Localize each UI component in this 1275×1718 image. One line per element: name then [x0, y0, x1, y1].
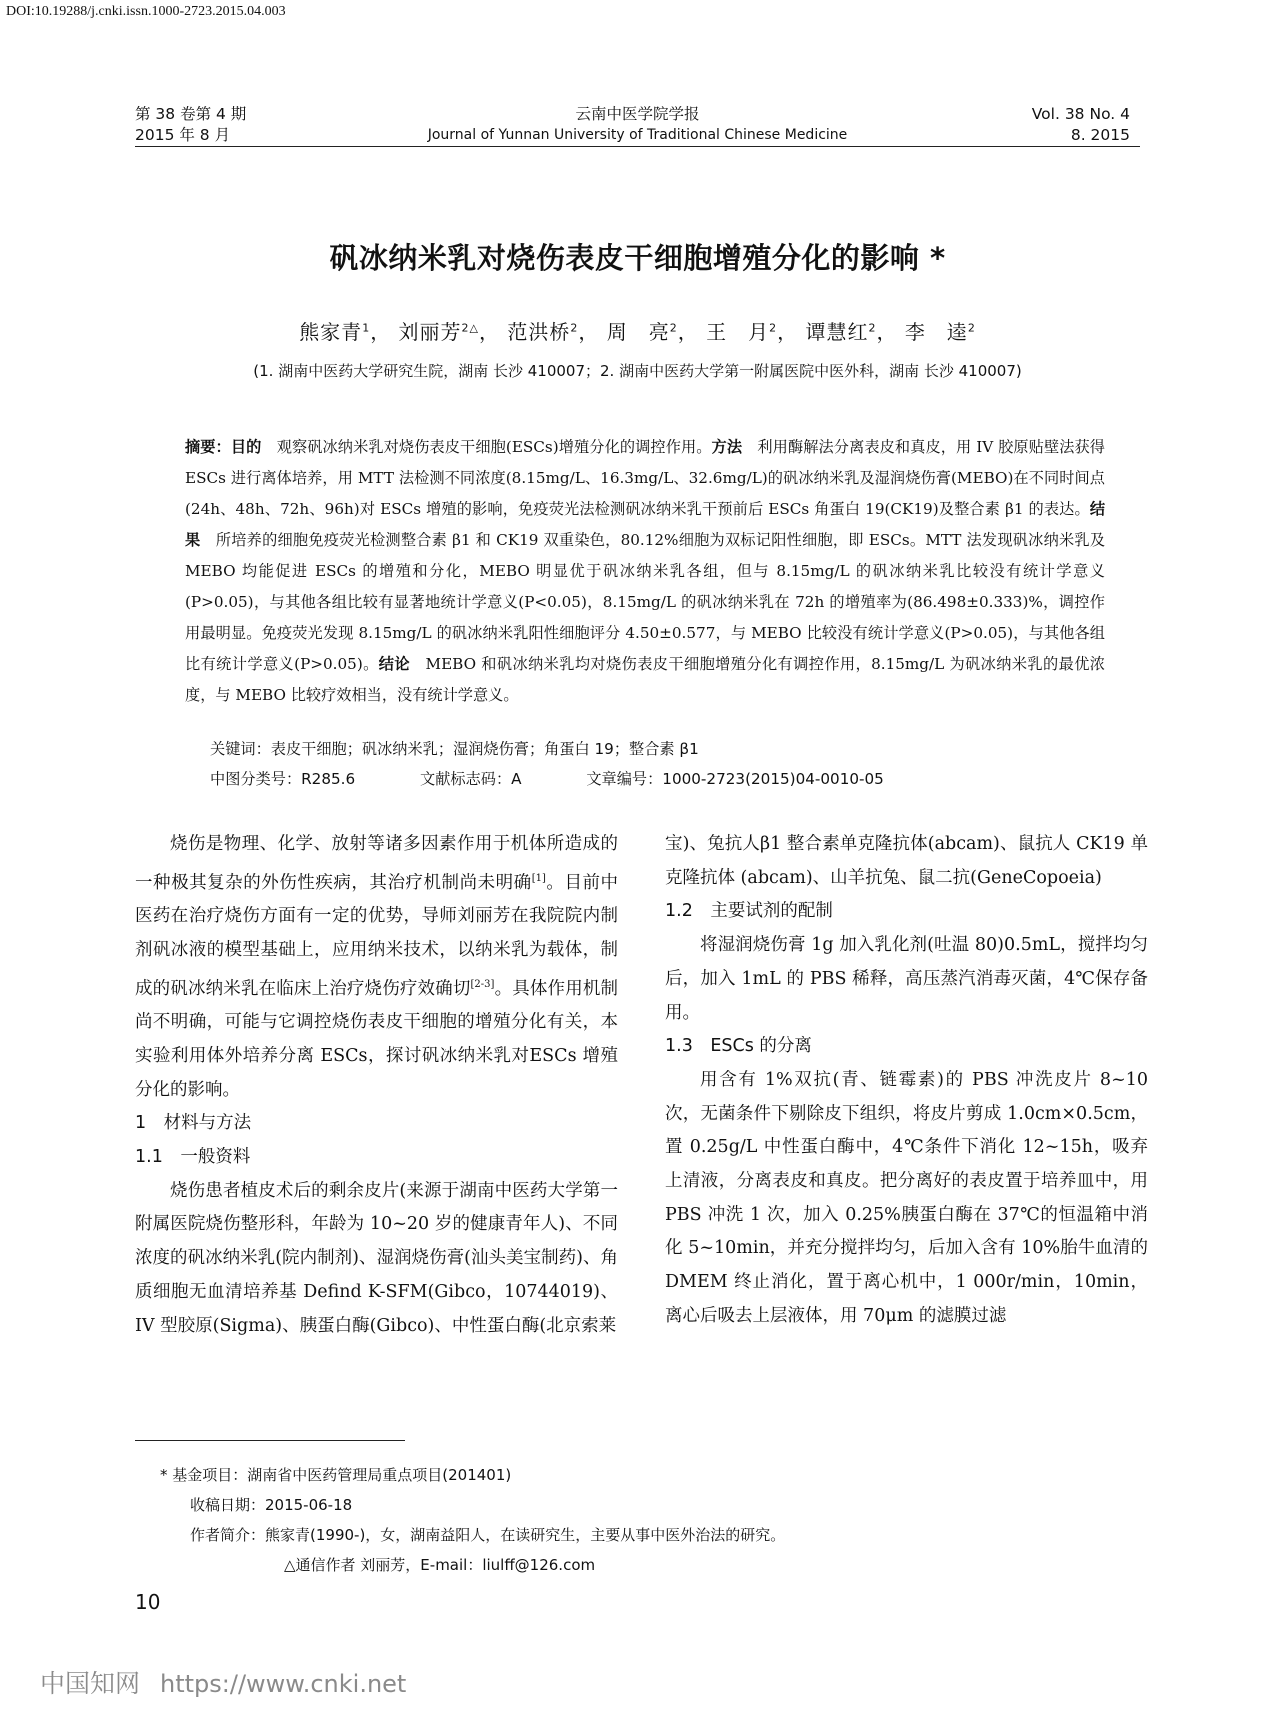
abstract-conclusion-label: 结论	[378, 655, 410, 673]
author: 王 月	[706, 320, 770, 344]
author-affil-sup: 2	[868, 321, 877, 335]
paper-title: 矾冰纳米乳对烧伤表皮干细胞增殖分化的影响 *	[329, 241, 946, 275]
author: 周 亮	[606, 320, 670, 344]
body-column-right	[665, 828, 1148, 1334]
body-paragraph: 将湿润烧伤膏 1g 加入乳化剂(吐温 80)0.5mL，搅拌均匀后，加入 1mL 的 PBS 稀释，高压蒸汽消毒灭菌，4℃保存备用。	[665, 935, 1148, 1023]
clc-number: 中图分类号：R285.6	[210, 770, 356, 788]
cnki-watermark	[40, 1664, 406, 1700]
paragraph-text: 。目前中医药在治疗烧伤方面有一定的优势，导师刘丽芳在我院院内制剂矾冰液的模型基础上，应用纳米技术，以纳米乳为载体，制成的矾冰纳米乳在临床上治疗烧伤疗效确切	[135, 872, 619, 999]
abstract-conclusion: MEBO 和矾冰纳米乳均对烧伤表皮干细胞增殖分化有调控作用，8.15mg/L 为矾冰纳米乳的最优浓度，与 MEBO 比较疗效相当，没有统计学意义。	[185, 655, 1105, 704]
subsection-heading: 1.3 ESCs 的分离	[665, 1036, 812, 1057]
author-affil-sup: 2	[769, 321, 778, 335]
date-en: 8. 2015	[1070, 126, 1130, 144]
volume-en: Vol. 38 No. 4	[1031, 105, 1130, 123]
doi-line: DOI:10.19288/j.cnki.issn.1000-2723.2015.04.003	[6, 4, 286, 19]
author: 熊家青	[299, 320, 363, 344]
watermark-brand: 中国知网	[40, 1669, 141, 1698]
abstract-results: 所培养的细胞免疫荧光检测整合素 β1 和 CK19 双重染色，80.12%细胞为双标记阳性细胞，即 ESCs。MTT 法发现矾冰纳米乳及 MEBO 均能促进 ESCs 的增殖和分化，MEBO 明显优于矾冰纳米乳各组，但与 8.15mg/L 的矾冰纳米乳比较没有统计学意义(P>0.05)，与其他各组比较有显著地统计学意义(P<0.05)，8.15mg/L 的矾冰纳米乳在 72h 的增殖率为(86.498±0.333)%，调控作用最明显。免疫荧光发现 8.15mg/L 的矾冰纳米乳阳性细胞评分 4.50±0.577，与 MEBO 比较没有统计学意义(P>0.05)，与其他各组比有统计学意义(P>0.05)。	[185, 531, 1106, 673]
journal-volume-en	[1032, 104, 1130, 146]
body-paragraph: 宝)、兔抗人β1 整合素单克隆抗体(abcam)、鼠抗人 CK19 单克隆抗体 (abcam)、山羊抗兔、鼠二抗(GeneCopoeia)	[665, 834, 1148, 888]
affiliations: (1. 湖南中医药大学研究生院，湖南 长沙 410007；2. 湖南中医药大学第一附属医院中医外科，湖南 长沙 410007)	[253, 362, 1022, 380]
author: 李 逵	[904, 320, 968, 344]
author: 刘丽芳	[398, 320, 462, 344]
author-affil-sup: 1	[362, 321, 371, 335]
author-bio: 作者简介：熊家青(1990-)，女，湖南益阳人，在读研究生，主要从事中医外治法的研究。	[190, 1526, 786, 1544]
footnotes	[160, 1460, 1140, 1580]
corresponding-author: △通信作者 刘丽芳，E-mail：liulff@126.com	[284, 1556, 596, 1574]
page-number: 10	[135, 1590, 161, 1614]
author-affil-sup: 2	[967, 321, 976, 335]
journal-name-cn: 云南中医学院学报	[575, 105, 700, 123]
body-paragraph: 烧伤患者植皮术后的剩余皮片(来源于湖南中医药大学第一附属医院烧伤整形科，年龄为 10~20 岁的健康青年人)、不同浓度的矾冰纳米乳(院内制剂)、湿润烧伤膏(汕头美宝制药)、角质细胞无血清培养基 Defind K-SFM(Gibco，10744019)、IV 型胶原(Sigma)、胰蛋白酶(Gibco)、中性蛋白酶(北京索莱	[135, 1180, 618, 1336]
author-affil-sup: 2	[669, 321, 678, 335]
keywords: 关键词：表皮干细胞；矾冰纳米乳；湿润烧伤膏；角蛋白 19；整合素 β1	[210, 740, 699, 758]
citation-ref: [1]	[531, 872, 546, 884]
classification-line	[210, 768, 1110, 789]
abstract-objective: 观察矾冰纳米乳对烧伤表皮干细胞(ESCs)增殖分化的调控作用。	[276, 438, 712, 456]
author-affil-sup: 2△	[461, 321, 480, 335]
abstract-results-label: 结果	[185, 500, 1105, 549]
article-number: 文章编号：1000-2723(2015)04-0010-05	[586, 770, 884, 788]
author: 谭慧红	[805, 320, 869, 344]
document-code: 文献标志码：A	[420, 770, 522, 788]
body-paragraph: 用含有 1%双抗(青、链霉素)的 PBS 冲洗皮片 8~10 次，无菌条件下剔除皮下组织，将皮片剪成 1.0cm×0.5cm，置 0.25g/L 中性蛋白酶中，4℃条件下消化 12~15h，吸弃上清液，分离表皮和真皮。把分离好的表皮置于培养皿中，用 PBS 冲洗 1 次，加入 0.25%胰蛋白酶在 37℃的恒温箱中消化 5~10min，并充分搅拌均匀，后加入含有 10%胎牛血清的 DMEM 终止消化，置于离心机中，1 000r/min，10min，离心后吸去上层液体，用 70μm 的滤膜过滤	[665, 1069, 1148, 1326]
journal-name-en: Journal of Yunnan University of Traditional Chinese Medicine	[427, 127, 848, 143]
fund-note: * 基金项目：湖南省中医药管理局重点项目(201401)	[160, 1466, 512, 1484]
footnote-divider	[135, 1440, 405, 1441]
section-heading: 1 材料与方法	[135, 1113, 252, 1134]
header-divider	[135, 146, 1140, 147]
abstract-methods-label: 方法	[711, 438, 743, 456]
author-affil-sup: 2	[570, 321, 579, 335]
body-column-left	[135, 828, 618, 1343]
author-list: 熊家青$^1$， 刘丽芳$^{2\triangle}$， 范洪桥$^2$， 周 亮$^2$， 王 月$^2$， 谭慧红$^2$， 李 逵$^2$	[299, 320, 976, 344]
received-date: 收稿日期：2015-06-18	[190, 1496, 353, 1514]
volume-issue: 第 38 卷第 4 期	[135, 105, 247, 123]
issue-date: 2015 年 8 月	[135, 126, 231, 144]
abstract-objective-label: 目的	[230, 438, 262, 456]
abstract	[185, 432, 1105, 711]
subsection-heading: 1.1 一般资料	[135, 1146, 251, 1167]
paragraph-text: 烧伤是物理、化学、放射等诸多因素作用于机体所造成的一种极其复杂的外伤性疾病，其治疗机制尚未明确	[135, 834, 618, 893]
paragraph-text: 。具体作用机制尚不明确，可能与它调控烧伤表皮干细胞的增殖分化有关，本实验利用体外培养分离 ESCs，探讨矾冰纳米乳对ESCs 增殖分化的影响。	[135, 978, 619, 1100]
watermark-url: https://www.cnki.net	[160, 1670, 407, 1698]
citation-ref: [2-3]	[470, 978, 495, 990]
body-paragraph	[135, 828, 618, 1107]
subsection-heading: 1.2 主要试剂的配制	[665, 901, 833, 922]
author: 范洪桥	[507, 320, 571, 344]
abstract-methods: 利用酶解法分离表皮和真皮，用 IV 胶原贴壁法获得 ESCs 进行离体培养，用 MTT 法检测不同浓度(8.15mg/L、16.3mg/L、32.6mg/L)的矾冰纳米乳及湿润烧伤膏(MEBO)在不同时间点(24h、48h、72h、96h)对 ESCs 增殖的影响，免疫荧光法检测矾冰纳米乳干预前后 ESCs 角蛋白 19(CK19)及整合素 β1 的表达。	[185, 438, 1105, 518]
abstract-label: 摘要：	[185, 438, 231, 456]
